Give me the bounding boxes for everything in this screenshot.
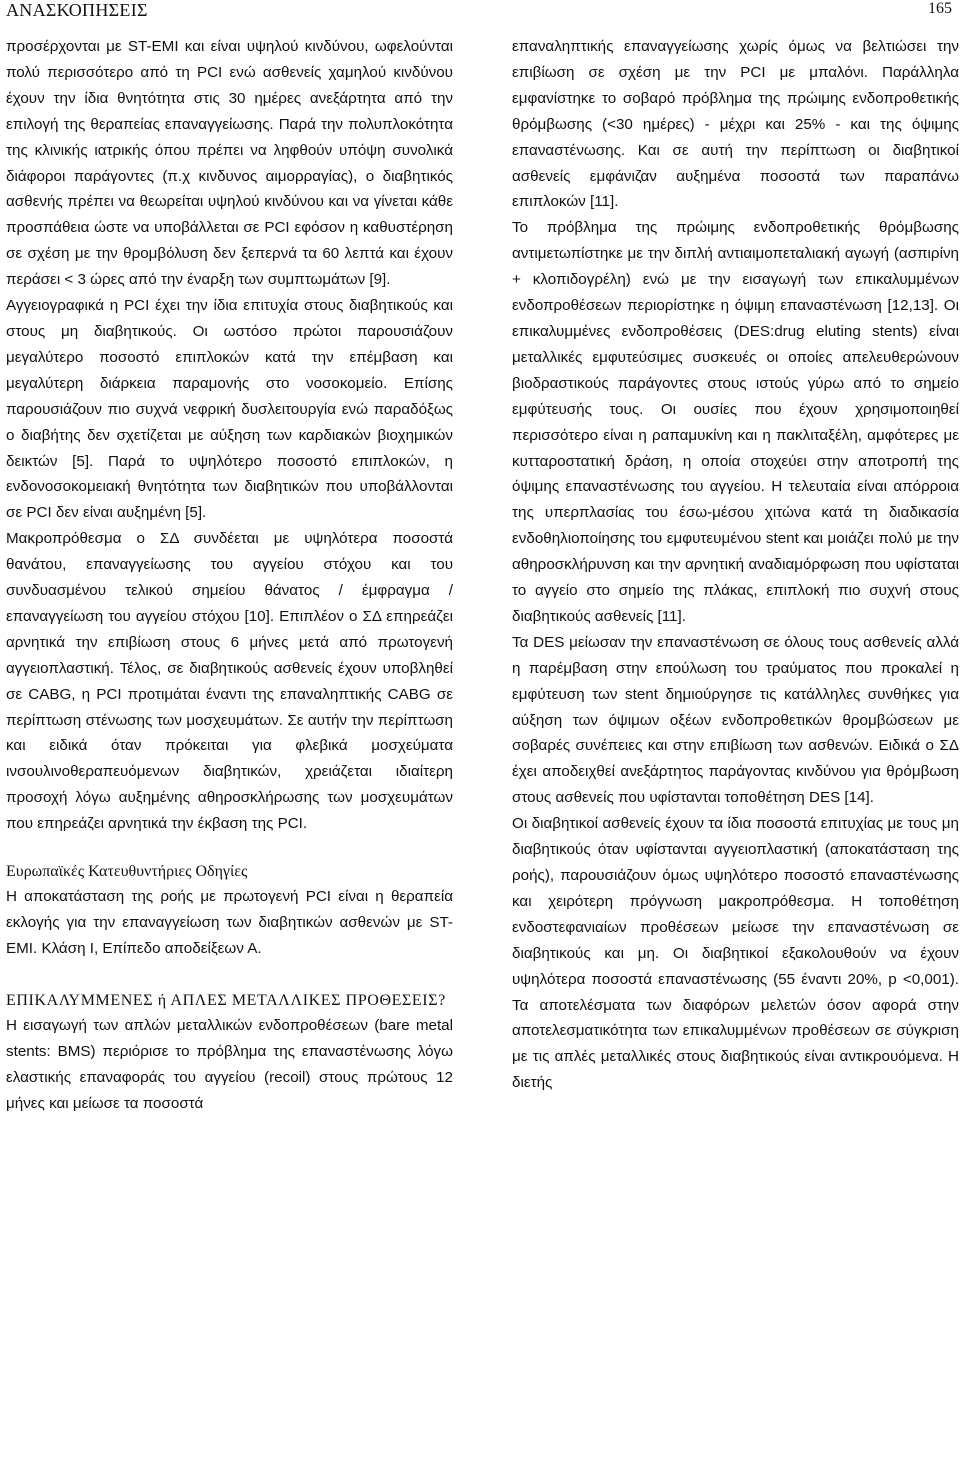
right-column — [512, 34, 959, 1096]
right-paragraph-2: Το πρόβλημα της πρώιμης ενδοπροθετικής θρόμβωσης αντιμετωπίστηκε με την διπλή αντιαιμοπεταλιακή αγωγή (ασπιρίνη + κλοπιδογρέλη) ενώ με την εισαγωγή των επικαλυμμένων ενδοπροθέσεων περιορίστηκε η όψιμη επαναστένωση [12,13]. Οι επικαλυμμένες ενδοπροθέσεις (DES:drug eluting stents) είναι μεταλλικές εμφυτεύσιμες συσκευές οι οποίες απελευθερώνουν βιοδραστικούς παράγοντες στους ιστούς γύρω από το σημείο εμφύτευσής τους. Οι ουσίες που έχουν χρησιμοποιηθεί περισσότερο είναι η ραπαμυκίνη και η πακλιταξέλη, αμφότερες με κυτταροστατική δράση, η οποία στοχεύει στην αποτροπή της όψιμης επαναστένωσης του αγγείου. Η τελευταία είναι απόρροια της υπερπλασίας του έσω-μέσου χιτώνα κατά τη διαδικασία ενδοθηλιοποίησης του εμφυτευμένου stent και μοιάζει πολύ με την αθηροσκλήρυνση και την αρνητική αναδιαμόρφωση που υφίσταται το αγγείο στο σημείο της πλάκας, επιπλοκή πιο συχνή στους διαβητικούς ασθενείς [11]. — [512, 219, 959, 625]
left-paragraph-1: προσέρχονται με ST-EMI και είναι υψηλού κινδύνου, ωφελούνται πολύ περισσότερο από τη PCI ενώ ασθενείς χαμηλού κινδύνου έχουν την ίδια θνητότητα στις 30 ημέρες ανεξάρτητα από την επιλογή της θεραπείας επαναγγείωσης. Παρά την πολυπλοκότητα της κλινικής ιατρικής όπου πρέπει να ληφθούν υπόψη συνολικά διάφοροι παράγοντες (π.χ κινδυνος αιμορραγίας), ο διαβητικός ασθενής πρέπει να θεωρείται υψηλού κινδύνου και να γίνεται κάθε προσπάθεια ώστε να υποβάλλεται σε PCI εφόσον η καθυστέρηση σε σχέση με την θρομβόλυση δεν ξεπερνά τα 60 λεπτά και έχουν περάσει < 3 ώρες από την έναρξη των συμπτωμάτων [9]. — [6, 38, 453, 289]
right-paragraph-1: επαναληπτικής επαναγγείωσης χωρίς όμως να βελτιώσει την επιβίωση σε σχέση με την PCI με μπαλόνι. Παράλληλα εμφανίστηκε το σοβαρό πρόβλημα της πρώιμης ενδοπροθετικής θρόμβωσης (<30 ημέρες) - μέχρι και 25% - και της όψιμης επαναστένωσης. Και σε αυτή την περίπτωση οι διαβητικοί ασθενείς εμφάνιζαν αυξημένα ποσοστά των παραπάνω επιπλοκών [11]. — [512, 38, 959, 211]
right-paragraph-4: Οι διαβητικοί ασθενείς έχουν τα ίδια ποσοστά επιτυχίας με τους μη διαβητικούς όταν υφίστανται αγγειοπλαστική (αποκατάσταση της ροής), παρουσιάζουν όμως υψηλότερο ποσοστό επαναστένωσης και χειρότερη πρόγνωση μακροπρόθεσμα. Η τοποθέτηση ενδοστεφανιαίων προθέσεων μείωσε την επαναστένωση σε διαβητικούς και μη. Οι διαβητικοί εξακολουθούν να έχουν υψηλότερα ποσοστά επαναστένωσης (55 έναντι 20%, p <0,001). Τα αποτελέσματα των διαφόρων μελετών όσον αφορά στην αποτελεσματικότητα των επικαλυμμένων προθέσεων σε σύγκριση με τις απλές μεταλλικές στους διαβητικούς είναι αντικρουόμενα. Η διετής — [512, 815, 959, 1092]
section-heading-guidelines: Ευρωπαϊκές Κατευθυντήριες Οδηγίες — [6, 863, 248, 881]
left-paragraph-4: Η αποκατάσταση της ροής με πρωτογενή PCI είναι η θεραπεία εκλογής για την επαναγγείωση των διαβητικών ασθενών με ST-EMI. Κλάση I, Επίπεδο αποδείξεων Α. — [6, 888, 453, 957]
left-paragraph-5: Η εισαγωγή των απλών μεταλλικών ενδοπροθέσεων (bare metal stents: BMS) περιόρισε το πρόβλημα της επαναστένωσης λόγω ελαστικής επαναφοράς του αγγείου (recoil) στους πρώτους 12 μήνες και μείωσε τα ποσοστά — [6, 1016, 453, 1112]
section-heading-stents: ΕΠΙΚΑΛΥΜΜΕΝΕΣ ή ΑΠΛΕΣ ΜΕΤΑΛΛΙΚΕΣ ΠΡΟΘΕΣΕΙΣ? — [6, 991, 446, 1009]
left-paragraph-3: Μακροπρόθεσμα ο ΣΔ συνδέεται με υψηλότερα ποσοστά θανάτου, επαναγγείωσης του αγγείου στόχου και του συνδυασμένου τελικού σημείου θάνατος / έμφραγμα / επαναγγείωση του αγγείου στόχου [10]. Επιπλέον ο ΣΔ επηρεάζει αρνητικά την επιβίωση στους 6 μήνες μετά από πρωτογενή αγγειοπλαστική. Τέλος, σε διαβητικούς ασθενείς έχουν υποβληθεί σε CABG, η PCI προτιμάται έναντι της επαναληπτικής CABG σε περίπτωση στένωσης των μοσχευμάτων. Σε αυτήν την περίπτωση και ειδικά όταν πρόκειται για φλεβικά μοσχεύματα ινσουλινοθεραπευόμενων διαβητικών, χρειάζεται ιδιαίτερη προσοχή λόγω αυξημένης αθηροσκλήρωσης των μοσχευμάτων που επηρεάζει αρνητικά την έκβαση της PCI. — [6, 530, 453, 833]
running-head: ΑΝΑΣΚΟΠΗΣΕΙΣ — [6, 0, 148, 20]
left-column — [6, 34, 453, 1116]
right-paragraph-3: Τα DES μείωσαν την επαναστένωση σε όλους τους ασθενείς αλλά η παρέμβαση στην επούλωση του τραύματος που προκαλεί η εμφύτευση των stent δημιούργησε τις κατάλληλες συνθήκες για αύξηση των όψιμων οξέων ενδοπροθετικών θρομβώσεων με σοβαρές συνέπειες και στην επιβίωση των ασθενών. Ειδικά ο ΣΔ έχει αποδειχθεί ανεξάρτητος παράγοντας κινδύνου για θρόμβωση στους ασθενείς που υφίστανται τοποθέτηση DES [14]. — [512, 633, 959, 807]
page-number: 165 — [928, 0, 952, 17]
left-paragraph-2: Αγγειογραφικά η PCI έχει την ίδια επιτυχία στους διαβητικούς και στους μη διαβητικούς. Οι ωστόσο πρώτοι παρουσιάζουν μεγαλύτερο ποσοστό επιπλοκών κατά την επέμβαση και μεγαλύτερη διάρκεια παραμονής στο νοσοκομείο. Επίσης παρουσιάζουν πιο συχνά νεφρική δυσλειτουργία ενώ παραδόξως ο διαβήτης δεν σχετίζεται με αύξηση των καρδιακών βιοχημικών δεικτών [5]. Παρά το υψηλότερο ποσοστό επιπλοκών, η ενδονοσοκομειακή θνητότητα των διαβητικών που υποβάλλονται σε PCI δεν είναι αυξημένη [5]. — [6, 297, 453, 522]
page-header — [0, 0, 960, 30]
